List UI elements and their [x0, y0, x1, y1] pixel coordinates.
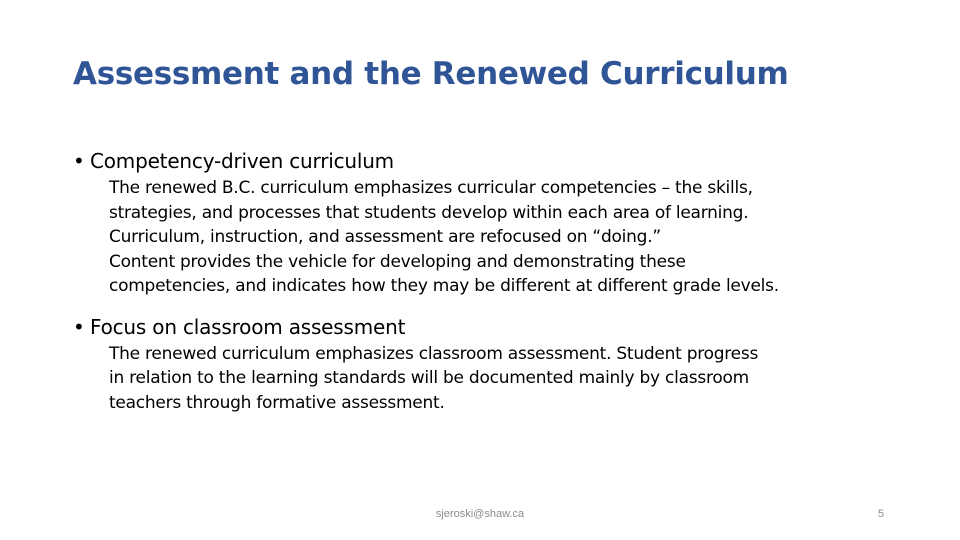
bullet-competency-driven [73, 146, 913, 176]
sub-text-line: The renewed curriculum emphasizes classroom assessment. Student progress [109, 343, 759, 364]
bullet-heading: Competency-driven curriculum [90, 149, 394, 173]
bullet-dot-icon: • [73, 314, 85, 339]
sub-text-line: The renewed B.C. curriculum emphasizes curricular competencies – the skills, [109, 178, 753, 198]
sub-text-line: teachers through formative assessment. [109, 392, 445, 413]
sub-text-line: Curriculum, instruction, and assessment are refocused on “doing.” [109, 227, 661, 247]
slide-content [73, 146, 913, 415]
sub-text-line: in relation to the learning standards will be documented mainly by classroom [109, 368, 749, 388]
sub-text-line: competencies, and indicates how they may be different at different grade levels. [109, 276, 779, 296]
sub-text-block [109, 176, 913, 299]
bullet-classroom-assessment [73, 312, 913, 342]
slide-title: Assessment and the Renewed Curriculum [73, 56, 789, 92]
section-spacer [73, 299, 913, 312]
sub-text-block [109, 342, 913, 416]
bullet-dot-icon: • [73, 149, 85, 173]
sub-text-line: Content provides the vehicle for developing and demonstrating these [109, 251, 686, 272]
footer-email: sjeroski@shaw.ca [435, 508, 525, 520]
sub-text-line: strategies, and processes that students develop within each area of learning. [109, 202, 749, 223]
bullet-heading: Focus on classroom assessment [90, 314, 406, 339]
footer-page-number: 5 [878, 508, 885, 520]
